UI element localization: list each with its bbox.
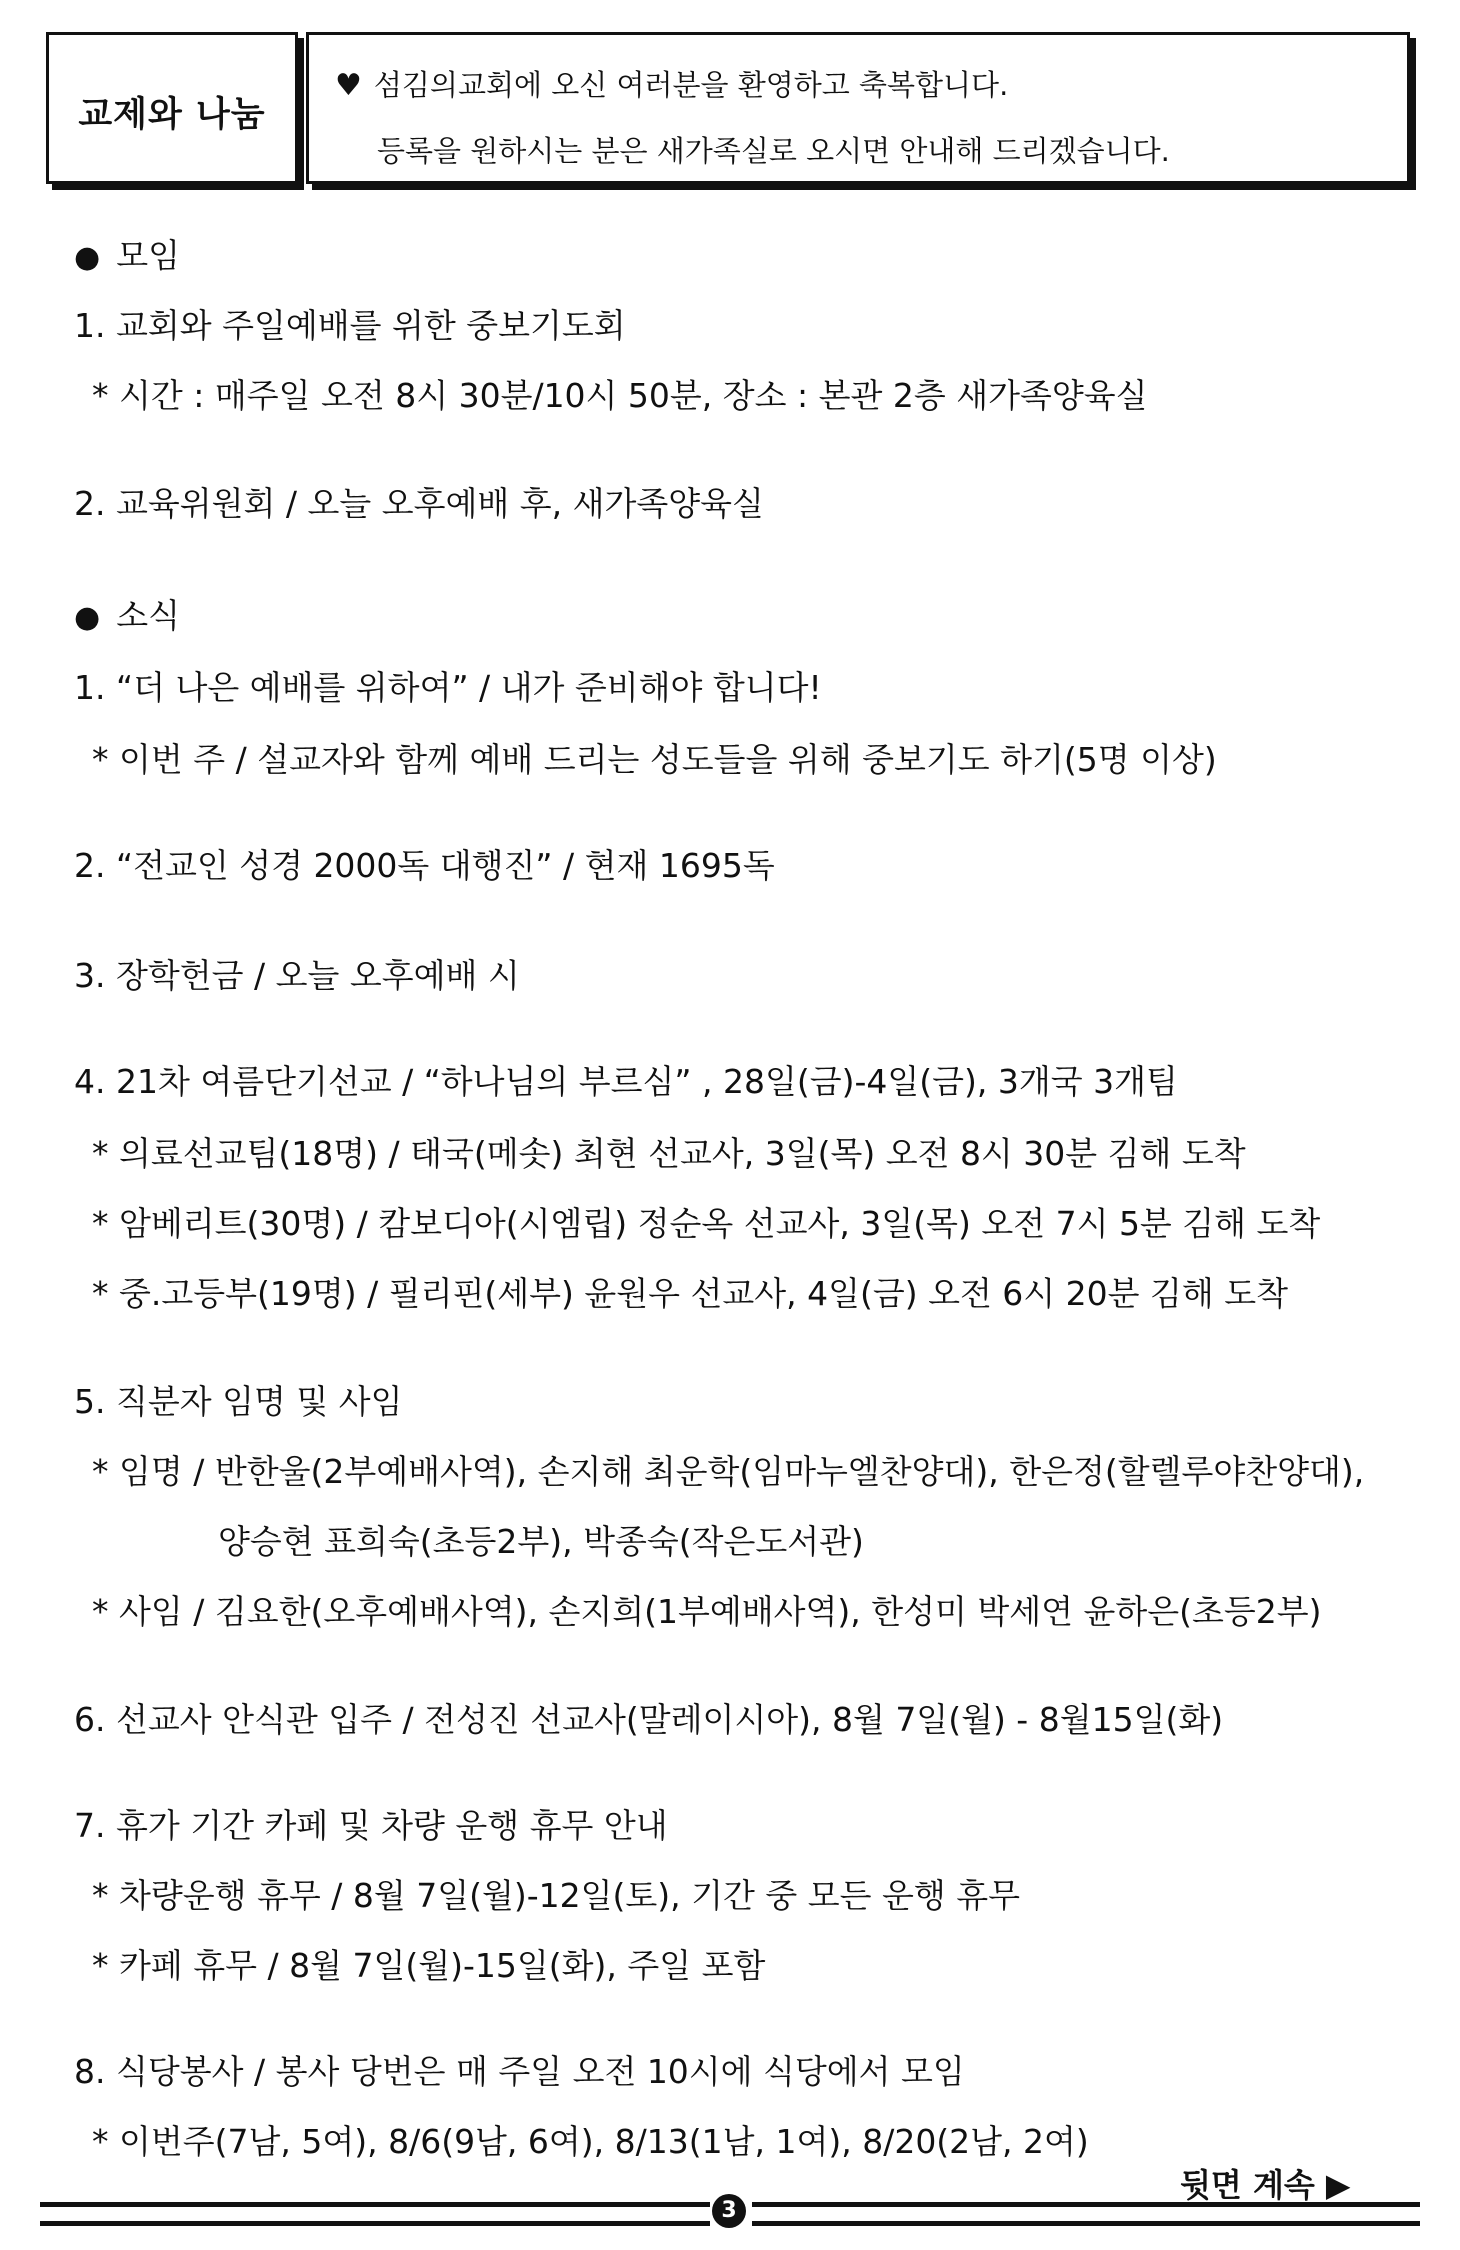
footer-rule-left: [40, 2202, 710, 2226]
meeting-heading-text: 모임: [116, 236, 180, 275]
news-item-7: 7. 휴가 기간 카페 및 차량 운행 휴무 안내: [74, 1806, 668, 1845]
news-item-8-detail: * 이번주(7남, 5여), 8/6(9남, 6여), 8/13(1남, 1여), 8/20(2남, 2여): [92, 2122, 1089, 2161]
section-title: 교제와 나눔: [78, 95, 266, 135]
meeting-item-2: 2. 교육위원회 / 오늘 오후예배 후, 새가족양육실: [74, 484, 764, 523]
news-item-1: 1. “더 나은 예배를 위하여” / 내가 준비해야 합니다!: [74, 668, 822, 707]
footer-rule-right: [752, 2202, 1420, 2226]
news-item-4: 4. 21차 여름단기선교 / “하나님의 부르심” , 28일(금)-4일(금), 3개국 3개팀: [74, 1062, 1178, 1101]
news-item-7-detail-2: * 카페 휴무 / 8월 7일(월)-15일(화), 주일 포함: [92, 1946, 766, 1985]
bullet-icon: ●: [74, 600, 101, 635]
continue-on-back-label: 뒷면 계속 ▶: [1180, 2166, 1351, 2204]
news-item-4-detail-3: * 중.고등부(19명) / 필리핀(세부) 윤원우 선교사, 4일(금) 오전 6시 20분 김해 도착: [92, 1274, 1289, 1313]
meeting-heading: [74, 236, 180, 278]
news-heading: [74, 596, 180, 638]
news-item-5: 5. 직분자 임명 및 사임: [74, 1382, 403, 1421]
welcome-box: [306, 32, 1410, 184]
news-item-5-detail-2: * 사임 / 김요한(오후예배사역), 손지희(1부예배사역), 한성미 박세연 윤하은(초등2부): [92, 1592, 1322, 1631]
bullet-icon: ●: [74, 240, 101, 275]
heart-icon: ♥: [335, 68, 362, 103]
news-item-8: 8. 식당봉사 / 봉사 당번은 매 주일 오전 10시에 식당에서 모임: [74, 2052, 965, 2091]
news-item-7-detail-1: * 차량운행 휴무 / 8월 7일(월)-12일(토), 기간 중 모든 운행 휴무: [92, 1876, 1020, 1915]
welcome-line-2: 등록을 원하시는 분은 새가족실로 오시면 안내해 드리겠습니다.: [377, 134, 1170, 168]
welcome-line-1: [335, 63, 1008, 104]
meeting-item-1: 1. 교회와 주일예배를 위한 중보기도회: [74, 306, 626, 345]
welcome-text-1: 섬김의교회에 오신 여러분을 환영하고 축복합니다.: [373, 68, 1009, 102]
page-number: 3: [712, 2194, 746, 2228]
news-item-3: 3. 장학헌금 / 오늘 오후예배 시: [74, 956, 520, 995]
section-title-box: [46, 32, 298, 184]
news-item-5-detail-1: * 임명 / 반한울(2부예배사역), 손지해 최운학(임마누엘찬양대), 한은정(할렐루야찬양대),: [92, 1452, 1365, 1491]
news-item-1-detail: * 이번 주 / 설교자와 함께 예배 드리는 성도들을 위해 중보기도 하기(5명 이상): [92, 740, 1217, 779]
meeting-item-1-detail: * 시간 : 매주일 오전 8시 30분/10시 50분, 장소 : 본관 2층 새가족양육실: [92, 376, 1148, 415]
news-item-6: 6. 선교사 안식관 입주 / 전성진 선교사(말레이시아), 8월 7일(월) - 8월15일(화): [74, 1700, 1224, 1739]
news-item-5-detail-1-cont: 양승현 표희숙(초등2부), 박종숙(작은도서관): [218, 1522, 864, 1561]
news-item-4-detail-1: * 의료선교팀(18명) / 태국(메솟) 최현 선교사, 3일(목) 오전 8시 30분 김해 도착: [92, 1134, 1246, 1173]
news-item-4-detail-2: * 암베리트(30명) / 캄보디아(시엠립) 정순옥 선교사, 3일(목) 오전 7시 5분 김해 도착: [92, 1204, 1321, 1243]
news-heading-text: 소식: [116, 596, 180, 635]
news-item-2: 2. “전교인 성경 2000독 대행진” / 현재 1695독: [74, 846, 775, 885]
